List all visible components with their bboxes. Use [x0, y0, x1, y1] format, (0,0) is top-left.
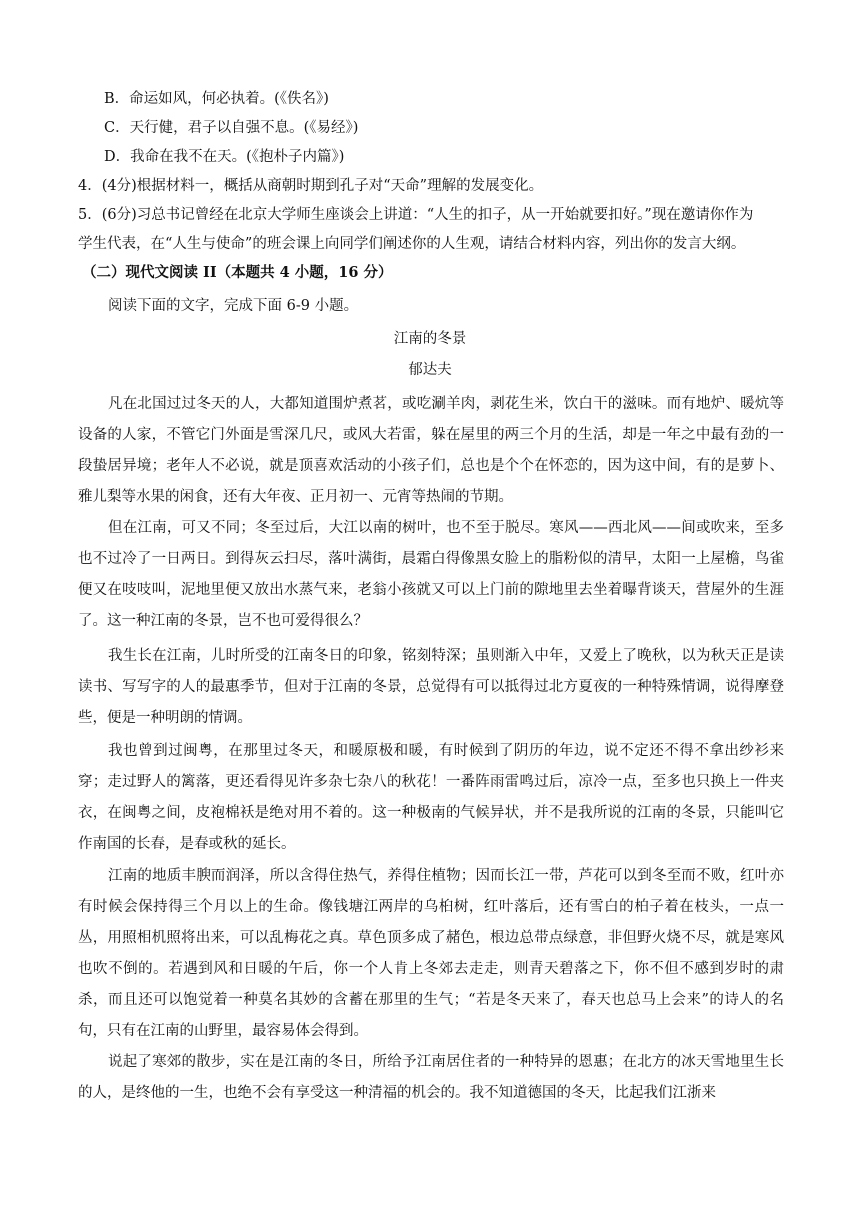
article-title: 江南的冬景: [393, 331, 467, 347]
article-paragraph-1: 凡在北国过过冬天的人，大都知道围炉煮茗，或吃涮羊肉，剥花生米，饮白干的滋味。而有地炉、暖炕等设备的人家，不管它门外面是雪深几尺，或风大若雷，躲在屋里的两三个月的生活，却是一年之中最有劲的一段蛰居异境；老年人不必说，就是顶喜欢活动的小孩子们，总也是个个在怀恋的，因为这中间，有的是萝卜、雅儿梨等水果的闲食，还有大年夜、正月初一、元宵等热闹的节期。: [78, 396, 784, 505]
section-heading: （二）现代文阅读 II（本题共 4 小题，16 分）: [82, 264, 393, 281]
article-paragraph-3: 我生长在江南，儿时所受的江南冬日的印象，铭刻特深；虽则渐入中年，又爱上了晚秋，以为秋天正是读读书、写写字的人的最惠季节，但对于江南的冬景，总觉得有可以抵得过北方夏夜的一种特殊情调，说得摩登些，便是一种明朗的情调。: [78, 648, 784, 726]
article-paragraph-4: 我也曾到过闽粤，在那里过冬天，和暖原极和暖，有时候到了阴历的年边，说不定还不得不拿出纱衫来穿；走过野人的篱落，更还看得见许多杂七杂八的秋花！一番阵雨雷鸣过后，凉冷一点，至多也只换上一件夹衣，在闽粤之间，皮袍棉袄是绝对用不着的。这一种极南的气候异状，并不是我所说的江南的冬景，只能叫它作南国的长春，是春或秋的延长。: [78, 743, 784, 852]
article-author: 郁达夫: [408, 362, 452, 378]
option-b: B．命运如风，何必执着。(《佚名》): [104, 91, 329, 107]
question-4: 4．(4分)根据材料一，概括从商朝时期到孔子对“天命”理解的发展变化。: [78, 178, 544, 194]
article-paragraph-6: 说起了寒郊的散步，实在是江南的冬日，所给予江南居住者的一种特异的恩惠；在北方的冰天雪地里生长的人，是终他的一生，也绝不会有享受这一种清福的机会的。我不知道德国的冬天，比起我们江浙来: [78, 1054, 784, 1101]
option-c: C．天行健，君子以自强不息。(《易经》): [104, 120, 359, 136]
reading-instruction: 阅读下面的文字，完成下面 6-9 小题。: [108, 298, 359, 314]
option-d: D．我命在我不在天。(《抱朴子内篇》): [104, 149, 345, 165]
question-5-line-2: 学生代表，在“人生与使命”的班会课上向同学们阐述你的人生观，请结合材料内容，列出你的发言大纲。: [78, 236, 746, 252]
article-paragraph-5: 江南的地质丰腴而润泽，所以含得住热气，养得住植物；因而长江一带，芦花可以到冬至而不败，红叶亦有时候会保持得三个月以上的生命。像钱塘江两岸的乌桕树，红叶落后，还有雪白的柏子着在枝头，一点一丛，用照相机照将出来，可以乱梅花之真。草色顶多成了赭色，根边总带点绿意，非但野火烧不尽，就是寒风也吹不倒的。若遇到风和日暖的午后，你一个人肯上冬郊去走走，则青天碧落之下，你不但不感到岁时的肃杀，而且还可以饱觉着一种莫名其妙的含蓄在那里的生气；“若是冬天来了，春天也总马上会来”的诗人的名句，只有在江南的山野里，最容易体会得到。: [78, 868, 784, 1039]
article-paragraph-2: 但在江南，可又不同；冬至过后，大江以南的树叶，也不至于脱尽。寒风——西北风——间或吹来，至多也不过冷了一日两日。到得灰云扫尽，落叶满街，晨霜白得像黑女脸上的脂粉似的清早，太阳一上屋檐，鸟雀便又在吱吱叫，泥地里便又放出水蒸气来，老翁小孩就又可以上门前的隙地里去坐着曝背谈天，营屋外的生涯了。这一种江南的冬景，岂不也可爱得很么？: [78, 520, 784, 629]
question-5-line-1: 5．(6分)习总书记曾经在北京大学师生座谈会上讲道：“人生的扣子，从一开始就要扣好。”现在邀请你作为: [78, 207, 754, 223]
